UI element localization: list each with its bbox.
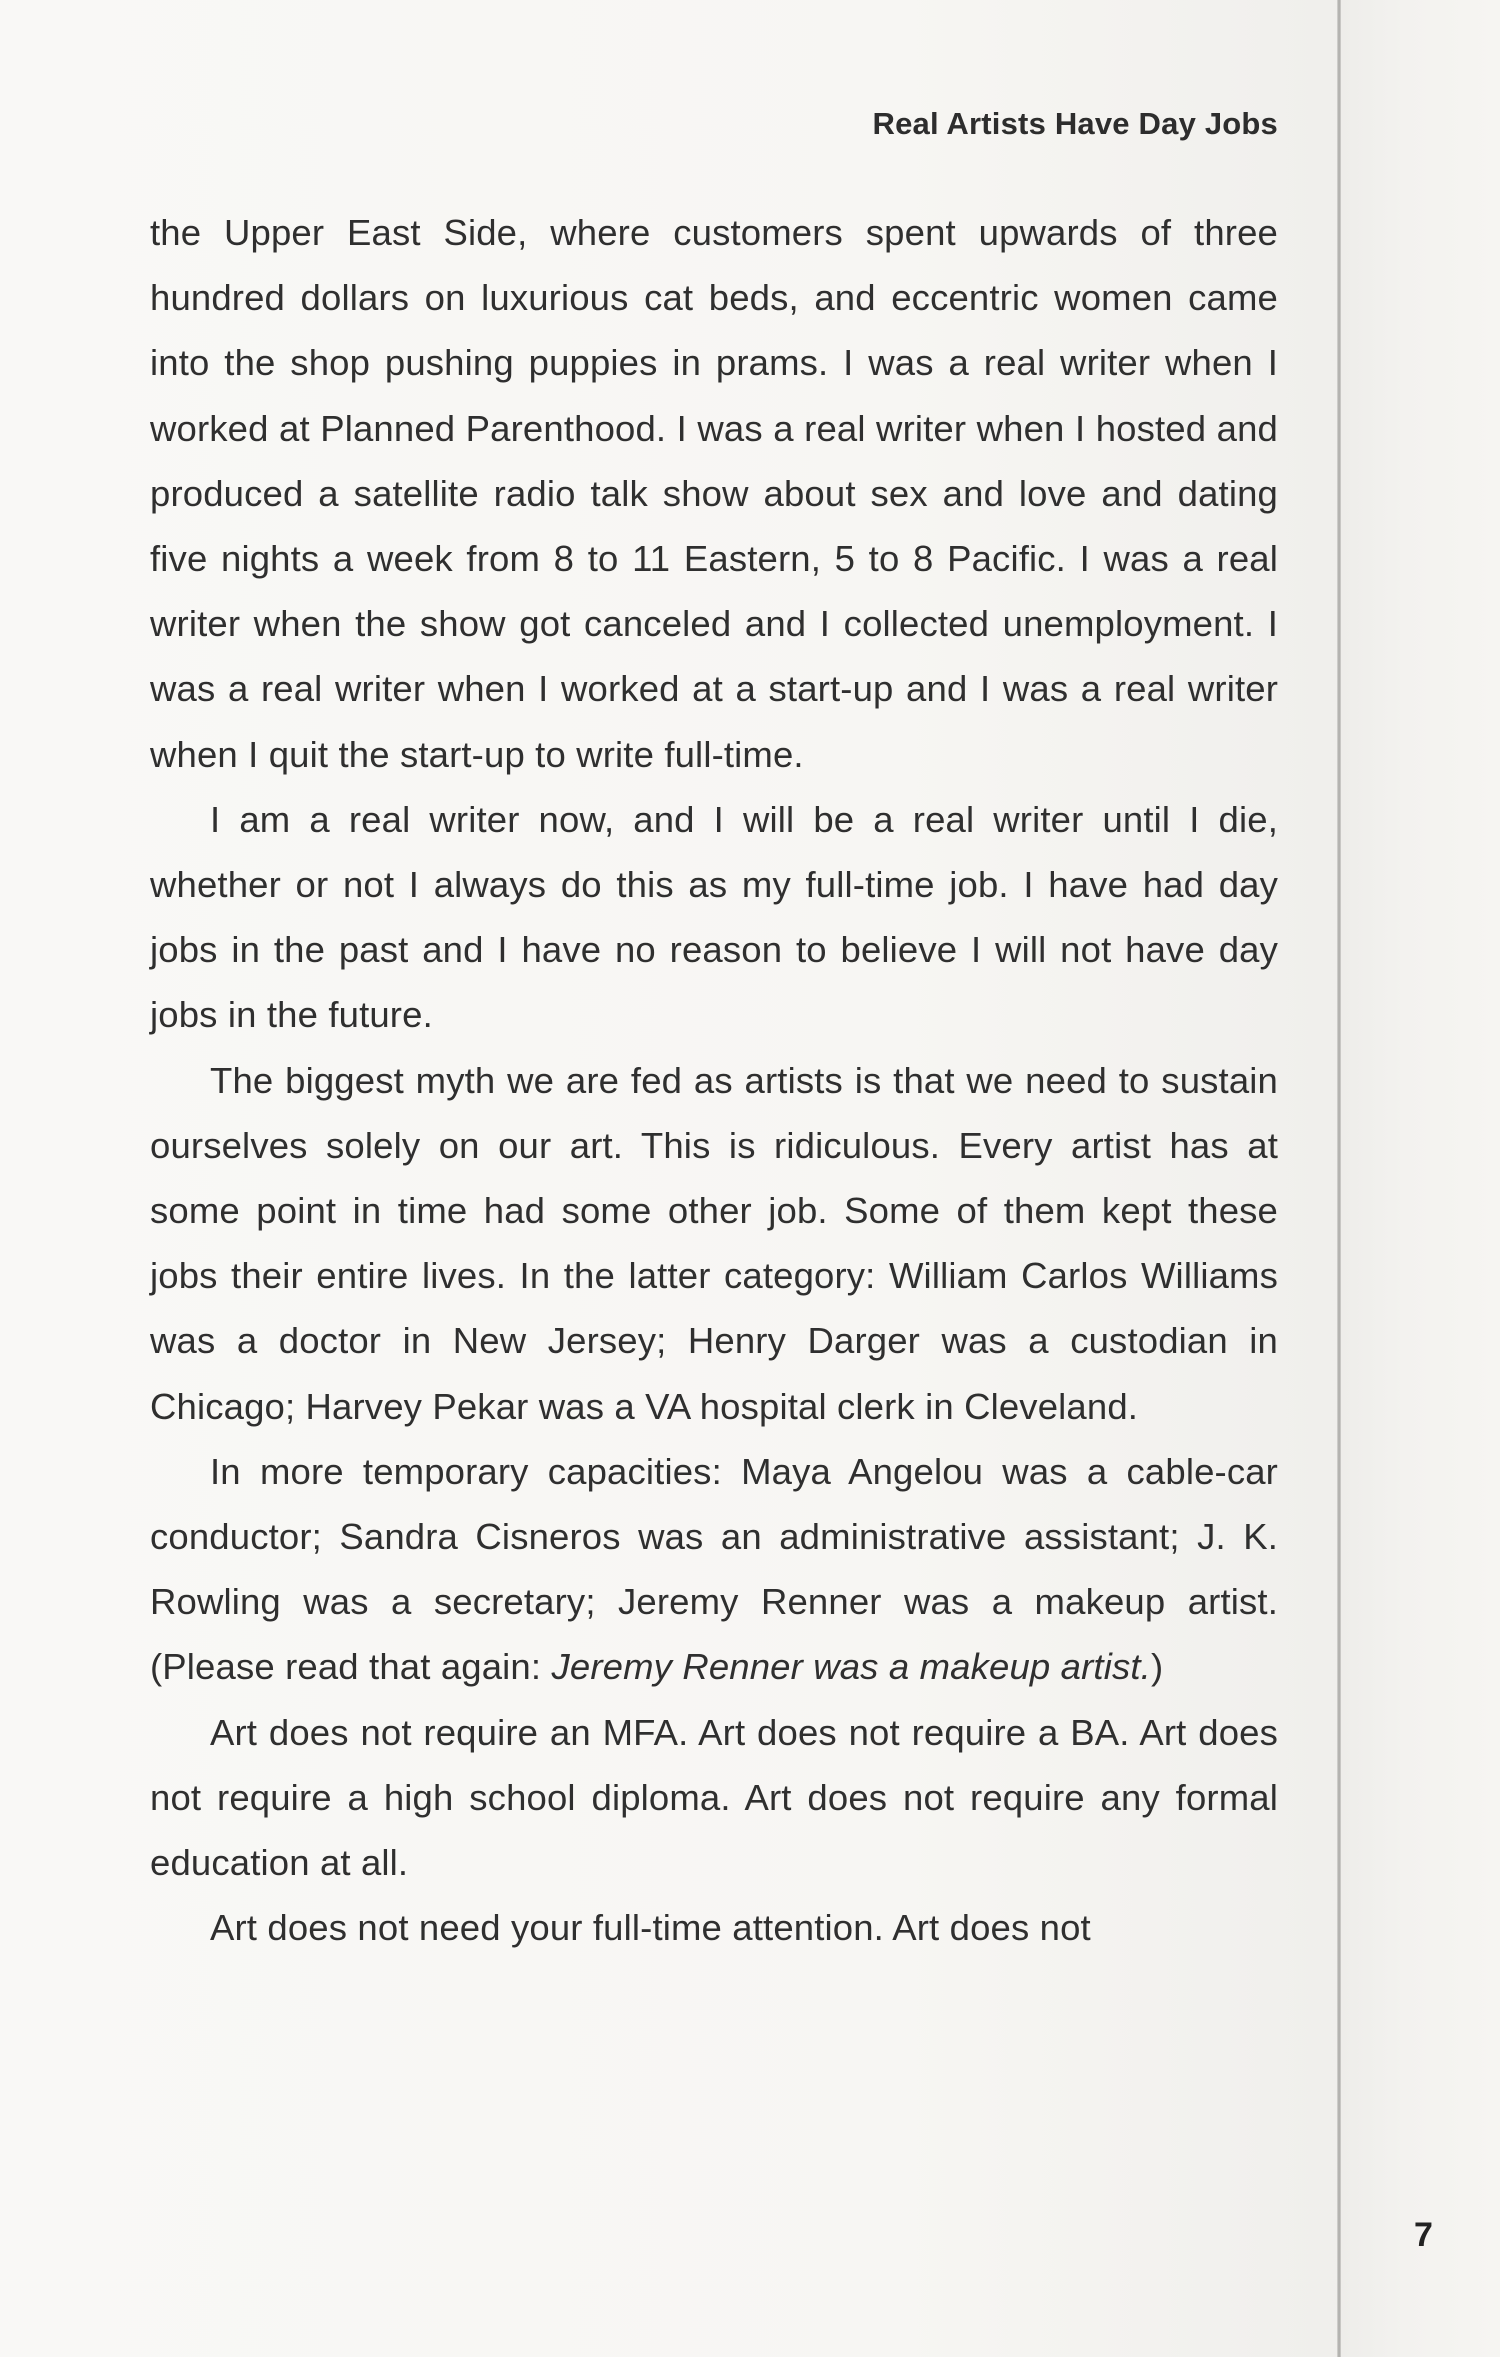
page-number: 7 (1414, 2216, 1433, 2254)
body-text (150, 200, 1278, 1960)
paragraph-6: Art does not need your full-time attention. Art does not (210, 1907, 1091, 1949)
paragraph-2: I am a real writer now, and I will be a real writer until I die, whether or not I always do this as my full-time job. I have had day jobs in the past and I have no reason to believe I will not have day jobs in the future. (150, 798, 1278, 1036)
paragraph-3: The biggest myth we are fed as artists is that we need to sustain ourselves solely on our art. This is ridiculous. Every artist has at some point in time had some other job. Some of them kept these jobs their entire lives. In the latter category: William Carlos Williams was a doctor in New Jersey; Henry Darger was a custodian in Chicago; Harvey Pekar was a VA hospital clerk in Cleveland. (150, 1059, 1278, 1427)
running-head: Real Artists Have Day Jobs (872, 106, 1278, 141)
paragraph-4 (150, 1439, 1278, 1700)
page-edge-shadow (1341, 0, 1500, 2357)
paragraph-4-text: In more temporary capacities: Maya Angelou was a cable-car conductor; Sandra Cisneros was an administrative assistant; J. K. Rowling was a secretary; Jeremy Renner was a makeup artist. (Please read that again: (150, 1450, 1278, 1688)
paragraph-4-italic: Jeremy Renner was a makeup artist. (551, 1646, 1151, 1688)
paragraph-1: the Upper East Side, where customers spent upwards of three hundred dollars on luxurious cat beds, and eccentric women came into the shop pushing puppies in prams. I was a real writer when I worked at Planned Parenthood. I was a real writer when I hosted and produced a satellite radio talk show about sex and love and dating five nights a week from 8 to 11 Eastern, 5 to 8 Pacific. I was a real writer when the show got canceled and I collected unemployment. I was a real writer when I worked at a start-up and I was a real writer when I quit the start-up to write full-time. (150, 212, 1278, 775)
paragraph-5: Art does not require an MFA. Art does not require a BA. Art does not require a high school diploma. Art does not require any formal education at all. (150, 1711, 1278, 1884)
paragraph-4-close: ) (1150, 1646, 1164, 1688)
